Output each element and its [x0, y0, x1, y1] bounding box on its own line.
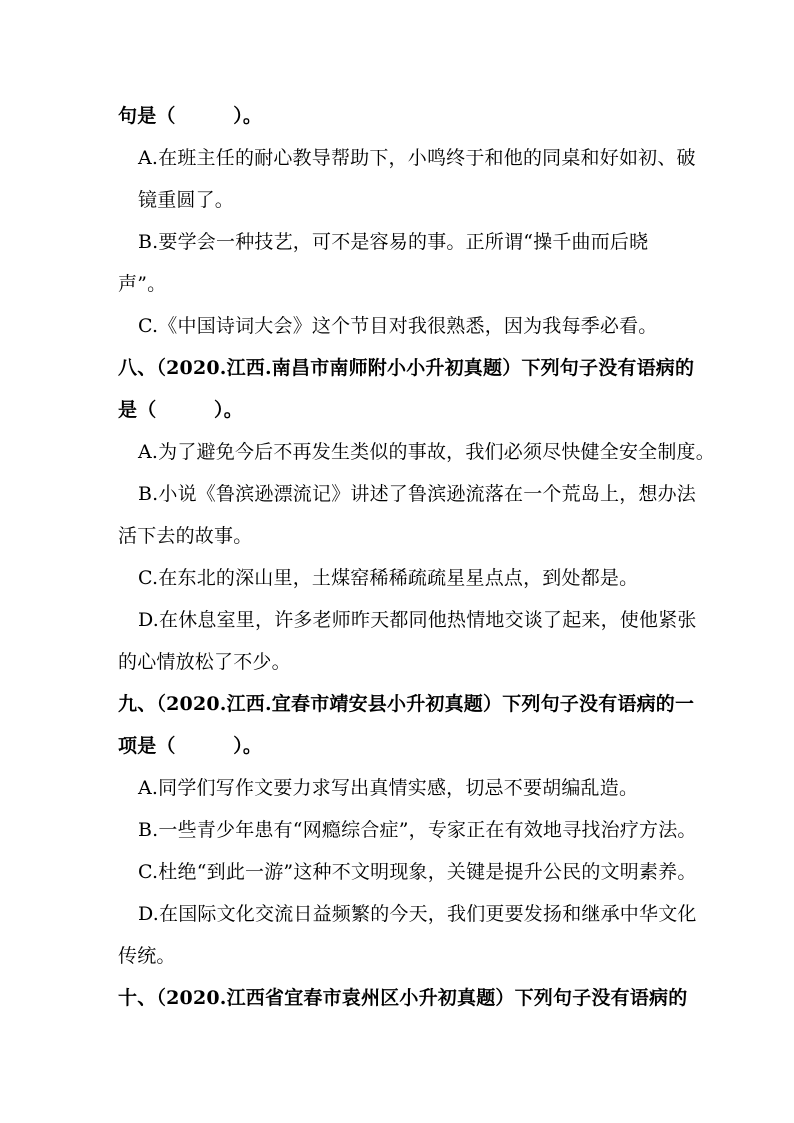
- question-9-heading-continuation: 项是（ ）。: [118, 735, 263, 757]
- q8-option-b-continuation: 活下去的故事。: [118, 525, 253, 547]
- q9-option-a: A.同学们写作文要力求写出真情实感，切忌不要胡编乱造。: [138, 777, 639, 799]
- q9-option-c: C.杜绝“到此一游”这种不文明现象，关键是提升公民的文明素养。: [138, 861, 697, 883]
- option-a: A.在班主任的耐心教导帮助下，小鸣终于和他的同桌和好如初、破: [138, 147, 696, 169]
- option-c: C.《中国诗词大会》这个节目对我很熟悉，因为我每季必看。: [138, 315, 658, 337]
- q8-option-c: C.在东北的深山里，土煤窑稀稀疏疏星星点点，到处都是。: [138, 567, 639, 589]
- question-stem-continuation: 句是（ ）。: [118, 105, 263, 127]
- question-8-heading: 八、（2020.江西.南昌市南师附小小升初真题）下列句子没有语病的: [118, 357, 695, 379]
- q8-option-d: D.在休息室里，许多老师昨天都同他热情地交谈了起来，使他紧张: [138, 609, 697, 631]
- option-b: B.要学会一种技艺，可不是容易的事。正所谓“操千曲而后晓: [138, 231, 649, 253]
- q8-option-d-continuation: 的心情放松了不少。: [118, 651, 291, 673]
- q9-option-d-continuation: 传统。: [118, 945, 176, 967]
- q9-option-b: B.一些青少年患有“网瘾综合症”，专家正在有效地寻找治疗方法。: [138, 819, 697, 841]
- option-a-continuation: 镜重圆了。: [138, 189, 235, 211]
- q9-option-d: D.在国际文化交流日益频繁的今天，我们更要发扬和继承中华文化: [138, 903, 697, 925]
- question-10-heading: 十、（2020.江西省宜春市袁州区小升初真题）下列句子没有语病的: [118, 987, 688, 1009]
- question-8-heading-continuation: 是（ ）。: [118, 399, 243, 421]
- option-b-continuation: 声”。: [118, 273, 167, 295]
- q8-option-a: A.为了避免今后不再发生类似的事故，我们必须尽快健全安全制度。: [138, 441, 715, 463]
- question-9-heading: 九、（2020.江西.宜春市靖安县小升初真题）下列句子没有语病的一: [118, 693, 695, 715]
- q8-option-b: B.小说《鲁滨逊漂流记》讲述了鲁滨逊流落在一个荒岛上，想办法: [138, 483, 697, 505]
